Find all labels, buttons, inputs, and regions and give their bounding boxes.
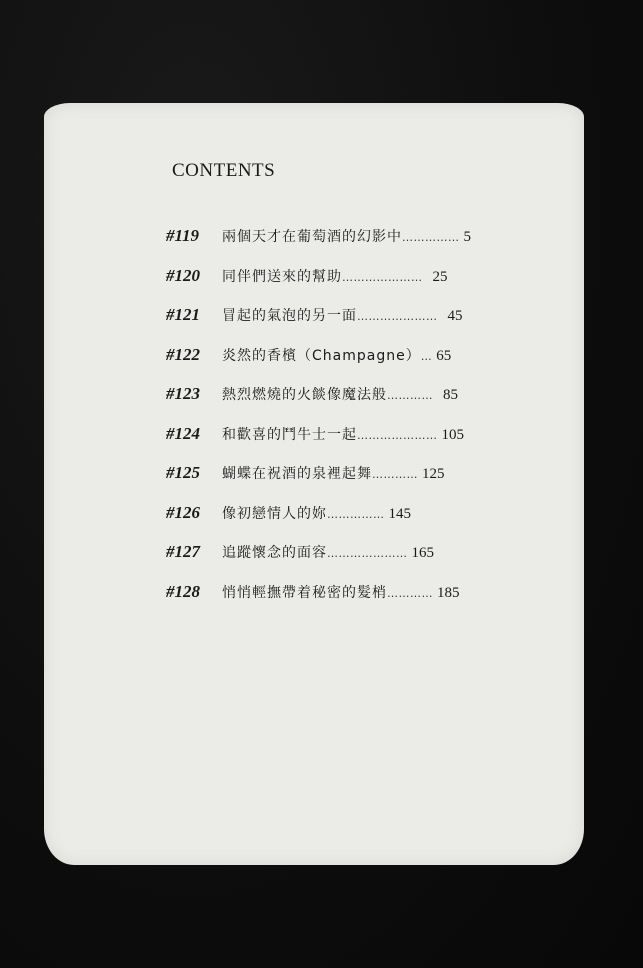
chapter-title: 追蹤懷念的面容 <box>222 545 327 561</box>
page-number: 25 <box>432 268 448 285</box>
chapter-title: 冒起的氣泡的另一面 <box>222 308 357 324</box>
page-number: 65 <box>436 347 452 364</box>
toc-list <box>166 226 566 621</box>
toc-entry <box>166 542 566 582</box>
chapter-title: 和歡喜的鬥牛士一起 <box>222 426 357 443</box>
toc-entry <box>166 503 566 543</box>
leader-dots: ………… <box>387 389 433 402</box>
toc-entry <box>166 384 566 424</box>
chapter-number: #126 <box>166 502 200 522</box>
chapter-number: #119 <box>166 226 200 245</box>
leader-dots: ………………… <box>357 310 438 323</box>
leader-dots: …………… <box>327 507 385 521</box>
leader-dots: ………… <box>372 468 418 481</box>
page-number: 5 <box>463 229 471 245</box>
chapter-number: #123 <box>166 384 200 403</box>
page-number: 145 <box>388 505 411 522</box>
chapter-title: 炎然的香檳（Champagne） <box>222 347 421 364</box>
chapter-title: 悄悄輕撫帶着秘密的髮梢 <box>222 584 387 601</box>
chapter-title: 同伴們送來的幫助 <box>222 268 342 285</box>
leader-dots: ………… <box>387 586 433 600</box>
leader-dots: ………………… <box>327 547 408 560</box>
chapter-title: 兩個天才在葡萄酒的幻影中 <box>222 229 402 245</box>
contents-heading: CONTENTS <box>172 160 276 181</box>
page-number: 185 <box>437 584 460 601</box>
chapter-number: #125 <box>166 463 200 482</box>
toc-entry <box>166 582 566 622</box>
leader-dots: …………… <box>402 231 460 244</box>
leader-dots: … <box>420 349 433 363</box>
leader-dots: ………………… <box>357 428 438 442</box>
chapter-number: #124 <box>166 423 200 443</box>
page-number: 45 <box>447 308 463 324</box>
chapter-number: #128 <box>166 581 200 601</box>
toc-entry <box>166 266 566 306</box>
chapter-number: #127 <box>166 542 200 561</box>
chapter-title: 像初戀情人的妳 <box>222 505 327 522</box>
toc-entry <box>166 305 566 345</box>
chapter-title: 蝴蝶在祝酒的泉裡起舞 <box>222 466 372 482</box>
page-number: 85 <box>443 387 458 403</box>
chapter-number: #122 <box>166 344 200 364</box>
toc-entry <box>166 345 566 385</box>
toc-entry <box>166 226 566 266</box>
toc-entry <box>166 424 566 464</box>
page-number: 105 <box>441 426 464 443</box>
chapter-number: #121 <box>166 305 200 324</box>
page-number: 165 <box>411 545 434 561</box>
leader-dots: ………………… <box>342 270 423 284</box>
chapter-title: 熱烈燃燒的火餤像魔法般 <box>222 387 387 403</box>
page-number: 125 <box>422 466 445 482</box>
chapter-number: #120 <box>166 265 200 285</box>
toc-entry <box>166 463 566 503</box>
